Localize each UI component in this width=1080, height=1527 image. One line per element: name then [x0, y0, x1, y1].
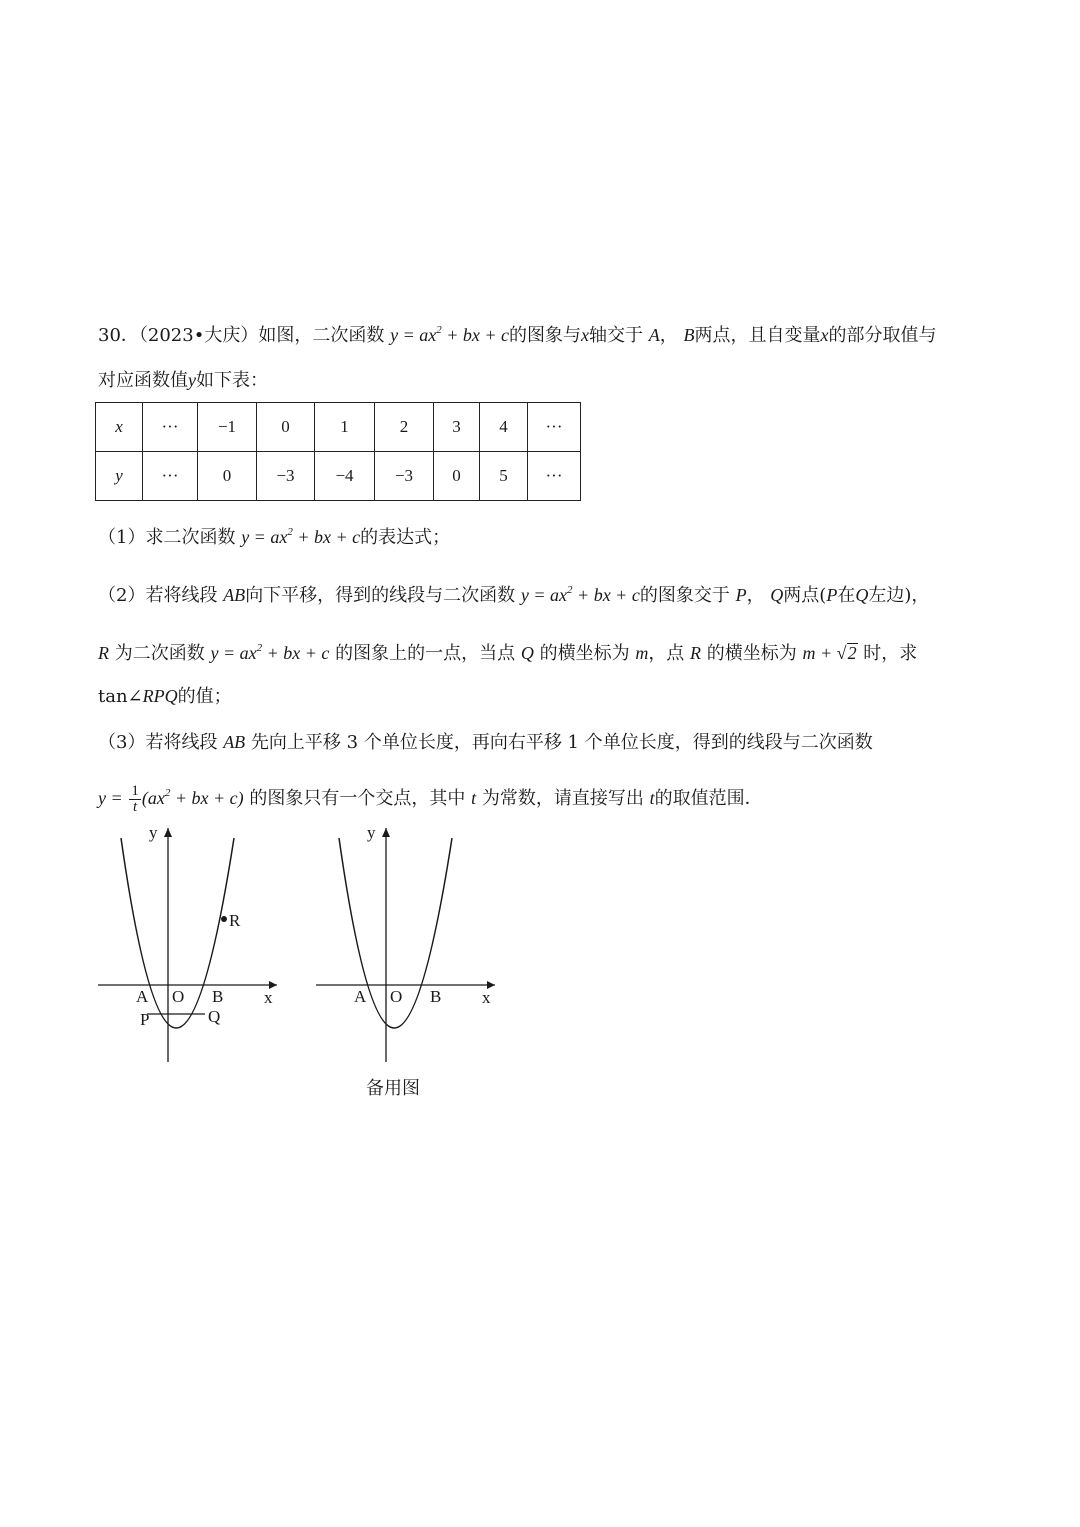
point-b-label: B: [212, 987, 224, 1006]
x-axis-label: x: [482, 988, 491, 1007]
part-2-line-2: R 为二次函数 $y = ax^2$ + bx + c 的图象上的一点，当点 Q 的横坐标为 m，点 R 的横坐标为 m + √2 时，求: [98, 642, 918, 664]
table-cell: 5: [480, 452, 528, 501]
part-2-line-1: （2）若将线段 AB向下平移，得到的线段与二次函数 $y = ax^2$ + bx + c的图象交于 P， Q两点(P在Q左边)，: [98, 584, 930, 606]
point-r-label: R: [229, 911, 241, 930]
fraction-1-over-t: $\frac{1}{t}$: [131, 782, 139, 815]
table-cell: −3: [375, 452, 434, 501]
problem-line-2: 对应函数值y如下表：: [98, 370, 268, 391]
table-cell: 0: [198, 452, 257, 501]
function-expression: $y = ax^2$ + bx + c: [520, 584, 640, 605]
table-cell: 0: [434, 452, 480, 501]
sqrt-expression: m + √2: [802, 643, 857, 663]
function-expression: $y = ax^2$ + bx + c: [210, 642, 330, 663]
y-axis-arrow-icon: [382, 828, 390, 837]
part-3-line-2: y = $\frac{1}{t}$ ($ax^2$ + bx + c) 的图象只有一个交点，其中 t 为常数，请直接写出 t的取值范围．: [98, 782, 763, 815]
figure-1-parabola: [95, 822, 295, 1067]
table-row-y: [96, 452, 581, 501]
problem-header: 30．（2023•大庆）如图，二次函数: [98, 325, 385, 346]
point-p-label: P: [140, 1010, 150, 1029]
x-axis-label: x: [264, 988, 273, 1007]
value-table: [95, 402, 581, 501]
table-cell: 1: [315, 403, 375, 452]
point-r-marker: [221, 916, 227, 922]
part-3-line-1: （3）若将线段 AB 先向上平移 3 个单位长度，再向右平移 1 个单位长度，得到的线段与二次函数: [98, 732, 873, 753]
table-cell: 0: [257, 403, 315, 452]
origin-label: O: [172, 987, 185, 1006]
table-cell: ···: [528, 452, 581, 501]
table-header-y: y: [96, 452, 143, 501]
table-cell: 3: [434, 403, 480, 452]
point-a-label: A: [354, 987, 367, 1006]
problem-line-1: 30．（2023•大庆）如图，二次函数 $y = ax^2$ + bx + c的图象与x轴交于 A， B两点，且自变量x的部分取值与: [98, 324, 937, 346]
function-expression: $y = ax^2$ + bx + c: [241, 526, 361, 547]
table-header-x: x: [96, 403, 143, 452]
table-cell: −4: [315, 452, 375, 501]
table-cell: 2: [375, 403, 434, 452]
table-cell: −3: [257, 452, 315, 501]
point-a-label: A: [136, 987, 149, 1006]
table-cell: ···: [528, 403, 581, 452]
point-b-label: B: [430, 987, 442, 1006]
part-1: （1）求二次函数 $y = ax^2$ + bx + c的表达式；: [98, 526, 451, 548]
part-2-line-3: tan∠RPQ的值；: [98, 686, 232, 707]
origin-label: O: [390, 987, 403, 1006]
function-expression: $y = ax^2$ + bx + c: [390, 324, 509, 345]
table-row-x: [96, 403, 581, 452]
y-axis-arrow-icon: [164, 828, 172, 837]
table-cell: 4: [480, 403, 528, 452]
y-axis-label: y: [367, 823, 376, 842]
y-axis-label: y: [149, 823, 158, 842]
point-q-label: Q: [208, 1007, 221, 1026]
table-cell: ···: [143, 452, 198, 501]
parenthesized-expression: ($ax^2$ + bx + c): [141, 787, 244, 808]
figure-2-caption: 备用图: [366, 1078, 420, 1099]
figure-2-parabola: [313, 822, 513, 1067]
table-cell: ···: [143, 403, 198, 452]
table-cell: −1: [198, 403, 257, 452]
